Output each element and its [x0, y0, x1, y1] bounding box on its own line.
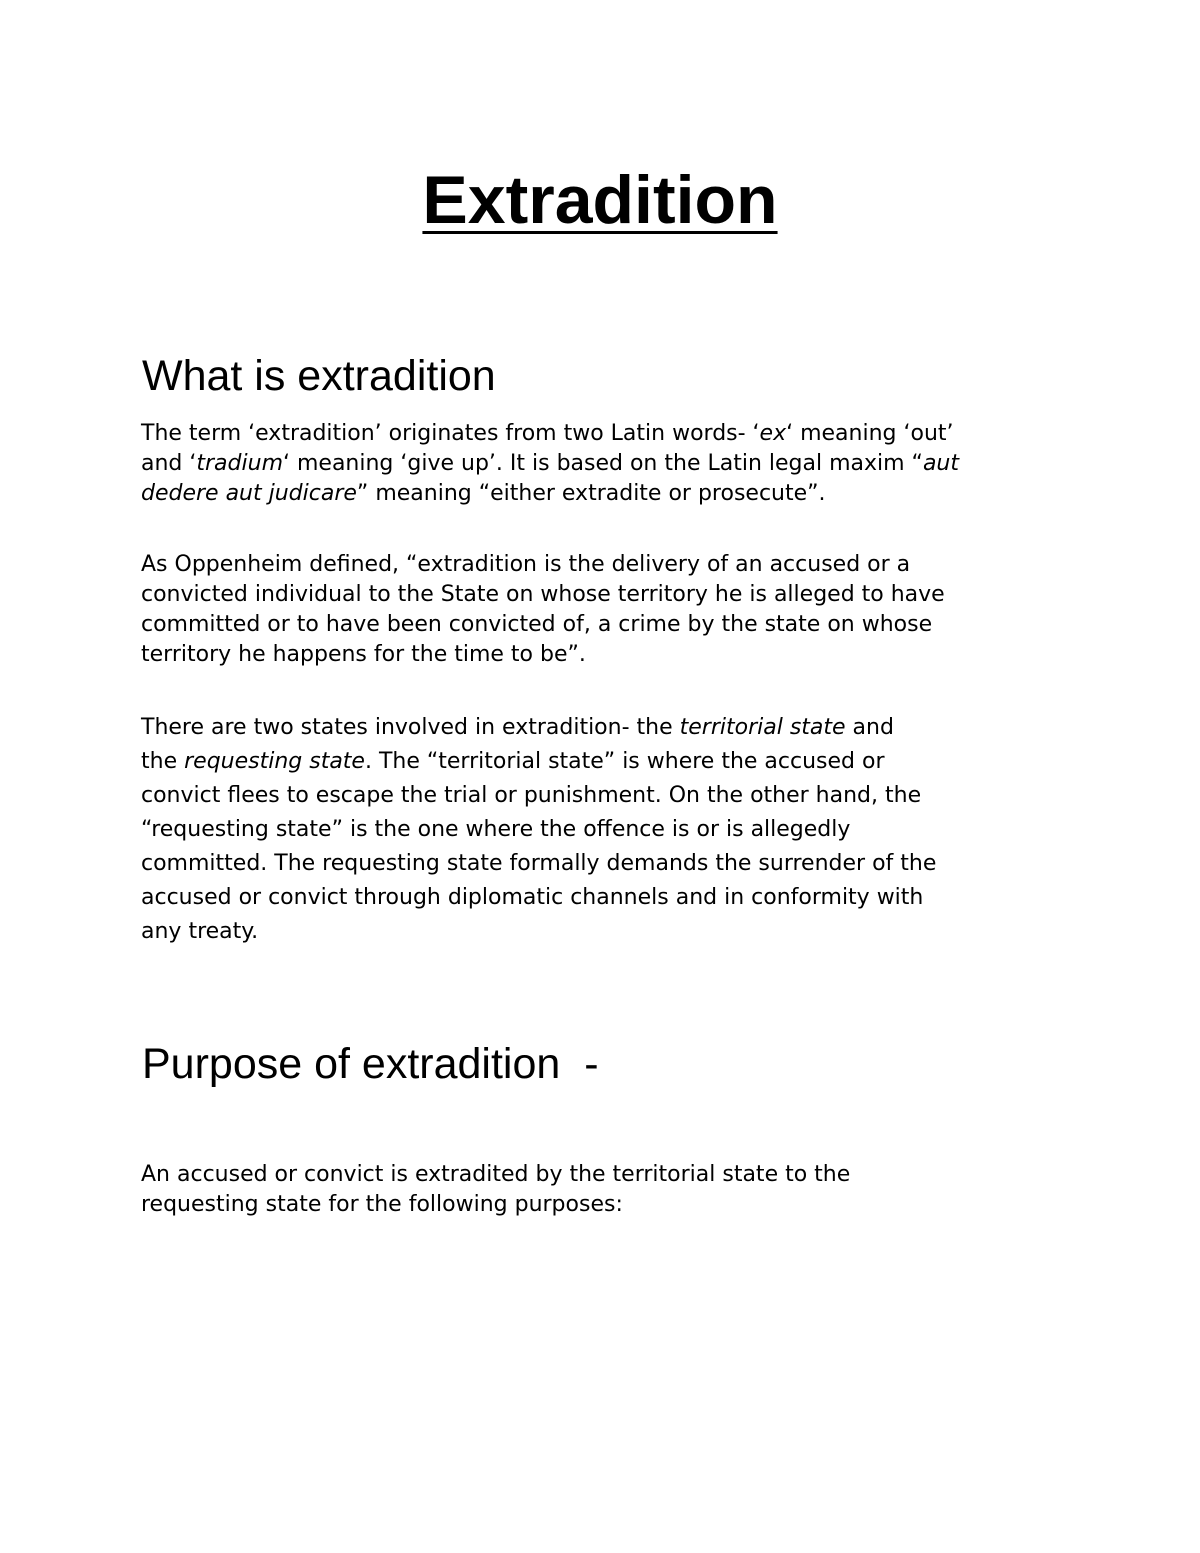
paragraph-line: requesting state for the following purposes:	[141, 1192, 623, 1217]
paragraph-purposes-intro	[141, 1160, 1081, 1220]
paragraph-line: committed. The requesting state formally demands the surrender of the	[141, 851, 937, 876]
paragraph-line: An accused or convict is extradited by the territorial state to the	[141, 1162, 851, 1187]
paragraph-line: “requesting state” is the one where the offence is or is allegedly	[141, 817, 851, 842]
paragraph-etymology	[141, 419, 1081, 509]
paragraph-line: territory he happens for the time to be”.	[141, 642, 586, 667]
italic-term: territorial state	[679, 715, 846, 740]
paragraph-line: As Oppenheim defined, “extradition is the delivery of an accused or a	[141, 552, 911, 577]
paragraph-line: convict flees to escape the trial or punishment. On the other hand, the	[141, 783, 922, 808]
document-title	[0, 160, 1200, 240]
paragraph-two-states	[141, 711, 1081, 949]
section-heading-purpose-of-extradition: Purpose of extradition -	[142, 1040, 599, 1088]
paragraph-line: committed or to have been convicted of, a crime by the state on whose	[141, 612, 933, 637]
paragraph-line: There are two states involved in extradition- the territorial state and	[141, 715, 894, 740]
paragraph-line: The term ‘extradition’ originates from two Latin words- ‘ex‘ meaning ‘out’	[141, 421, 954, 446]
paragraph-line: dedere aut judicare” meaning “either extradite or prosecute”.	[141, 481, 826, 506]
paragraph-line: and ‘tradium‘ meaning ‘give up’. It is based on the Latin legal maxim “aut	[141, 451, 960, 476]
paragraph-oppenheim-definition	[141, 550, 1081, 670]
italic-term: dedere aut judicare	[141, 481, 357, 506]
paragraph-line: convicted individual to the State on whose territory he is alleged to have	[141, 582, 945, 607]
italic-term: aut	[922, 451, 960, 476]
italic-term: requesting state	[184, 749, 365, 774]
document-title-text: Extradition	[422, 162, 778, 238]
italic-term: tradium	[196, 451, 283, 476]
section-heading-what-is-extradition: What is extradition	[142, 352, 496, 400]
italic-term: ex	[759, 421, 787, 446]
paragraph-line: the requesting state. The “territorial state” is where the accused or	[141, 749, 885, 774]
paragraph-line: any treaty.	[141, 919, 259, 944]
paragraph-line: accused or convict through diplomatic channels and in conformity with	[141, 885, 924, 910]
